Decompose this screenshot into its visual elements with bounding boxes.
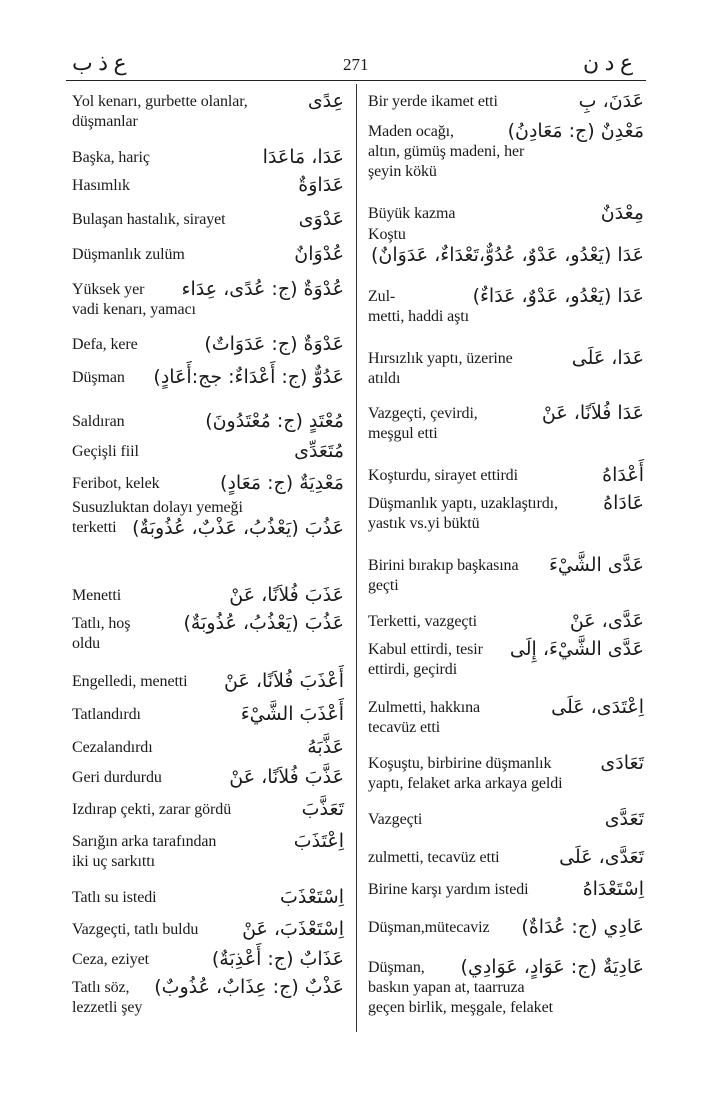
definition-line: Hasımlık (72, 177, 130, 194)
turkish-definition (72, 92, 344, 132)
arabic-headword: عَدَا فُلاَنًا، عَنْ (541, 402, 644, 424)
arabic-headword: اِسْتَعْذَبَ، عَنْ (242, 918, 344, 940)
dictionary-entry (368, 404, 644, 444)
arabic-headword: مَعْدِنٌ (ج: مَعَادِنُ) (507, 120, 644, 142)
arabic-headword: عِدًى (307, 90, 344, 112)
page-number: 271 (343, 55, 369, 74)
dictionary-entry (72, 412, 344, 432)
dictionary-entry (72, 738, 344, 758)
definition-line: lezzetli şey (72, 999, 143, 1016)
definition-line: meşgul etti (368, 425, 438, 442)
dictionary-entry (368, 92, 644, 112)
definition-line: Feribot, kelek (72, 475, 160, 492)
arabic-headword: أَعْذَبَ فُلاَنًا، عَنْ (224, 670, 344, 692)
definition-line: Vazgeçti, çevirdi, (368, 405, 478, 422)
dictionary-entry (368, 122, 644, 182)
definition-line: Büyük kazma (368, 205, 456, 222)
definition-line: Bir yerde ikamet etti (368, 93, 498, 110)
arabic-headword: عَذْبٌ (ج: عِذَابٌ، عُذُوبٌ) (154, 976, 344, 998)
dictionary-entry (72, 245, 344, 265)
dictionary-entry (368, 556, 644, 596)
arabic-headword: أَعْذَبَ الشَّيْءَ (240, 703, 344, 725)
arabic-headword: عَدَّى الشَّيْءَ (548, 554, 644, 576)
definition-line: Cezalandırdı (72, 739, 153, 756)
arabic-headword: عَادِي (ج: عُدَاةٌ) (521, 916, 644, 938)
arabic-headword: عَدَا، مَاعَدَا (262, 146, 344, 168)
definition-line: Maden ocağı, (368, 123, 454, 140)
definition-line: Düşman,mütecaviz (368, 919, 490, 936)
dictionary-entry (72, 498, 344, 538)
definition-line: Geçişli fiil (72, 443, 139, 460)
dictionary-entry (72, 672, 344, 692)
dictionary-entry (368, 612, 644, 632)
dictionary-entry (368, 698, 644, 738)
arabic-headword: اِعْتَدَى، عَلَى (551, 696, 644, 718)
dictionary-entry (368, 754, 644, 794)
arabic-headword: عَدَاوَةٌ (298, 174, 344, 196)
definition-line: Yol kenarı, gurbette olanlar, (72, 93, 248, 110)
arabic-headword: عَدَّى الشَّيْءَ، إِلَى (509, 638, 644, 660)
definition-line: Tatlı su istedi (72, 889, 157, 906)
dictionary-entry (368, 880, 644, 900)
arabic-headword: تَعَذَّبَ (301, 798, 344, 820)
arabic-headword: اِسْتَعْدَاهُ (582, 878, 644, 900)
definition-line: tecavüz etti (368, 719, 441, 736)
definition-line: altın, gümüş madeni, her (368, 143, 525, 160)
definition-line: Düşman, (368, 959, 425, 976)
arabic-headword: عَذَابٌ (ج: أَعْذِبَةٌ) (211, 948, 344, 970)
definition-line: ettirdi, geçirdi (368, 661, 458, 678)
definition-line: Ceza, eziyet (72, 951, 149, 968)
definition-line: düşmanlar (72, 113, 138, 130)
definition-line: Susuzluktan dolayı yemeği (72, 499, 243, 516)
definition-line: Koşturdu, sirayet ettirdi (368, 467, 518, 484)
column-divider (356, 84, 357, 1032)
definition-line: Menetti (72, 587, 122, 604)
arabic-headword: عَدْوَى (298, 208, 344, 230)
arabic-headword: عَدَا، عَلَى (571, 347, 644, 369)
dictionary-entry (72, 978, 344, 1018)
arabic-headword: عَادِيَةٌ (ج: عَوَادٍ، عَوَادِي) (460, 956, 644, 978)
definition-line: Defa, kere (72, 336, 138, 353)
header-letters-right: ع د ن (583, 50, 634, 75)
definition-line: Saldıran (72, 413, 125, 430)
dictionary-entry (72, 335, 344, 355)
arabic-headword: عَدُوٌّ (ج: أَعْدَاءٌ: جج:أَعَادٍ) (153, 366, 344, 388)
dictionary-entry (368, 204, 644, 224)
dictionary-entry (72, 832, 344, 872)
header-rule (66, 80, 646, 81)
dictionary-entry (72, 888, 344, 908)
arabic-headword: عَذَّبَهُ (307, 736, 344, 758)
dictionary-entry (72, 176, 344, 196)
arabic-headword: عَدْوَةٌ (ج: عَدَوَاتٌ) (204, 333, 344, 355)
definition-line: Birini bırakıp başkasına (368, 557, 519, 574)
dictionary-entry (368, 848, 644, 868)
definition-line: Başka, hariç (72, 149, 150, 166)
definition-line: Yüksek yer (72, 281, 145, 298)
definition-line: Tatlı, hoş (72, 615, 131, 632)
definition-line: geçti (368, 577, 399, 594)
dictionary-entry (72, 920, 344, 940)
dictionary-entry (72, 92, 344, 132)
definition-line: Vazgeçti, tatlı buldu (72, 921, 199, 938)
definition-line: Koşuştu, birbirine düşmanlık (368, 755, 552, 772)
definition-line: Birine karşı yardım istedi (368, 881, 529, 898)
arabic-headword: اِعْتَذَبَ (293, 830, 344, 852)
definition-line: yastık vs.yi büktü (368, 515, 480, 532)
dictionary-entry (368, 349, 644, 389)
dictionary-entry (72, 148, 344, 168)
dictionary-entry (368, 225, 644, 266)
header-letters-left: ع ذ ب (72, 50, 127, 75)
dictionary-entry (368, 287, 644, 327)
arabic-headword: عَذُبَ (يَعْذُبُ، عَذْبٌ، عُذُوبَةٌ) (132, 517, 344, 539)
dictionary-entry (368, 810, 644, 830)
arabic-headword: تَعَدَّى (604, 808, 644, 830)
arabic-headword: عَذَبَ فُلاَنًا، عَنْ (229, 584, 344, 606)
definition-line: Terketti, vazgeçti (368, 613, 478, 630)
arabic-headword: عَدَّى، عَنْ (569, 610, 644, 632)
definition-line: terketti (72, 519, 117, 536)
dictionary-entry (72, 586, 344, 606)
arabic-headword: عُدْوَةٌ (ج: عُدًى، عِدَاء (181, 278, 344, 300)
definition-line: zulmetti, tecavüz etti (368, 849, 500, 866)
arabic-headword: أَعْدَاهُ (602, 464, 644, 486)
arabic-headword: عَدَا (يَعْدُو، عَدْوٌ، عَدَاءٌ) (472, 285, 644, 307)
arabic-headword: مُتَعَدِّى (294, 440, 344, 462)
arabic-headword: عَادَاهُ (603, 492, 644, 514)
turkish-definition (368, 225, 644, 245)
dictionary-entry (368, 918, 644, 938)
definition-line: metti, haddi aştı (368, 308, 469, 325)
arabic-headword: مَعْدِيَةٌ (ج: مَعَادٍ) (220, 472, 344, 494)
dictionary-entry (72, 442, 344, 462)
turkish-definition (72, 738, 344, 758)
definition-line: Sarığın arka tarafından (72, 833, 217, 850)
arabic-headword: اِسْتَعْذَبَ (280, 886, 344, 908)
definition-line: Engelledi, menetti (72, 673, 188, 690)
definition-line: Vazgeçti (368, 811, 423, 828)
definition-line: iki uç sarkıttı (72, 853, 155, 870)
dictionary-entry (72, 705, 344, 725)
definition-line: Hırsızlık yaptı, üzerine (368, 350, 513, 367)
arabic-headword: تَعَدَّى، عَلَى (559, 846, 644, 868)
definition-line: vadi kenarı, yamacı (72, 301, 196, 318)
definition-line: Zulmetti, hakkına (368, 699, 481, 716)
dictionary-entry (72, 800, 344, 820)
dictionary-entry (72, 210, 344, 230)
definition-line: Bulaşan hastalık, sirayet (72, 211, 226, 228)
definition-line: Tatlandırdı (72, 706, 141, 723)
dictionary-entry (72, 280, 344, 320)
definition-line: Izdırap çekti, zarar gördü (72, 801, 232, 818)
arabic-headword: عَدَا (يَعْدُو، عَدْوٌ، عُدُوٌّ،تَعْدَاءٌ، عَدَوَانٌ) (370, 244, 644, 266)
definition-line: Düşmanlık yaptı, uzaklaştırdı, (368, 495, 558, 512)
dictionary-entry (368, 958, 644, 1018)
dictionary-entry (72, 474, 344, 494)
arabic-headword: عَذَّبَ فُلاَنًا، عَنْ (229, 766, 344, 788)
turkish-definition (368, 810, 644, 830)
definition-line: Koştu (368, 226, 406, 243)
dictionary-entry (368, 494, 644, 534)
definition-line: oldu (72, 635, 101, 652)
definition-line: Tatlı söz, (72, 979, 130, 996)
definition-line: Kabul ettirdi, tesir (368, 641, 483, 658)
definition-line: Zul- (368, 288, 396, 305)
dictionary-entry (72, 368, 344, 388)
dictionary-entry (72, 614, 344, 654)
definition-line: atıldı (368, 370, 401, 387)
definition-line: yaptı, felaket arka arkaya geldi (368, 775, 563, 792)
definition-line: baskın yapan at, taarruza (368, 979, 525, 996)
dictionary-entry (368, 640, 644, 680)
definition-line: geçen birlik, meşgale, felaket (368, 999, 553, 1016)
dictionary-entry (72, 768, 344, 788)
definition-line: Geri durdurdu (72, 769, 162, 786)
arabic-headword: مُعْتَدٍ (ج: مُعْتَدُونَ) (205, 410, 344, 432)
arabic-headword: مِعْدَنٌ (600, 202, 644, 224)
arabic-headword: عُدْوَانٌ (294, 243, 344, 265)
arabic-headword: عَدَنَ، بِ (578, 90, 644, 112)
dictionary-entry (368, 466, 644, 486)
definition-line: şeyin kökü (368, 163, 437, 180)
definition-line: Düşman (72, 369, 125, 386)
arabic-headword: تَعَادَى (600, 752, 644, 774)
definition-line: Düşmanlık zulüm (72, 246, 185, 263)
dictionary-entry (72, 950, 344, 970)
arabic-headword: عَذُبَ (يَعْذُبُ، عُذُوبَةٌ) (183, 612, 344, 634)
